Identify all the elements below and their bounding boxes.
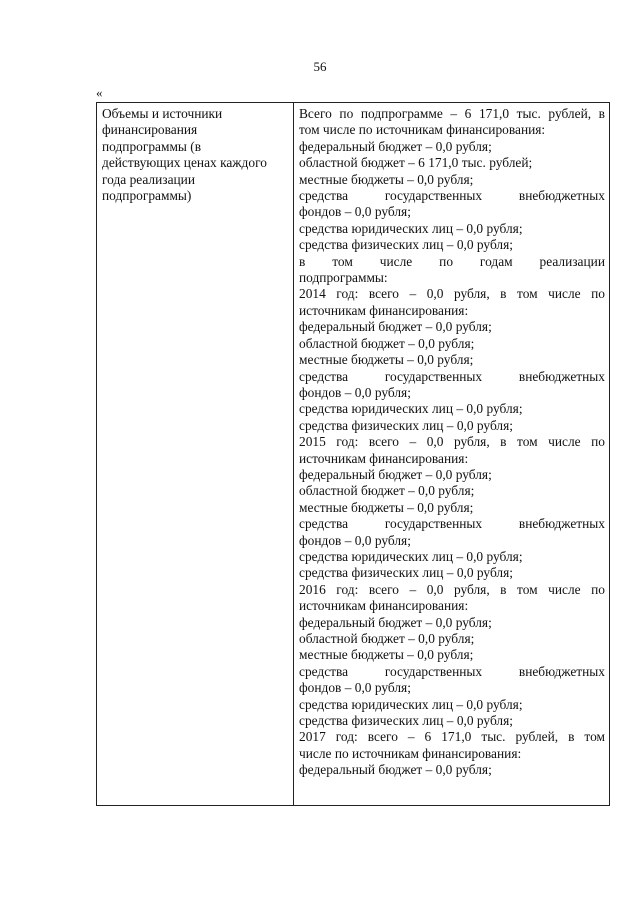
value-line: 2014 год: всего – 0,0 рубля, в том числе по <box>299 286 605 302</box>
label-line: подпрограммы (в <box>102 138 202 154</box>
financing-value-cell <box>294 103 609 805</box>
financing-table <box>96 102 610 806</box>
label-line: финансирования <box>102 122 198 138</box>
value-line: средства государственных внебюджетных <box>299 188 605 204</box>
value-line: федеральный бюджет – 0,0 рубля; <box>299 319 492 335</box>
value-line: 2017 год: всего – 6 171,0 тыс. рублей, в том <box>299 729 605 745</box>
value-line: средства юридических лиц – 0,0 рубля; <box>299 401 523 417</box>
value-line: местные бюджеты – 0,0 рубля; <box>299 352 474 368</box>
label-line: Объемы и источники <box>102 106 223 121</box>
value-line: фондов – 0,0 рубля; <box>299 204 411 220</box>
value-line: фондов – 0,0 рубля; <box>299 384 411 400</box>
value-line: фондов – 0,0 рубля; <box>299 532 411 548</box>
value-line: 2015 год: всего – 0,0 рубля, в том числе по <box>299 434 605 450</box>
value-line: средства юридических лиц – 0,0 рубля; <box>299 548 523 564</box>
value-line: том числе по источникам финансирования: <box>299 122 546 138</box>
value-line: в том числе по годам реализации <box>299 253 605 269</box>
value-line: источникам финансирования: <box>299 598 469 614</box>
value-line: источникам финансирования: <box>299 450 469 466</box>
value-line: федеральный бюджет – 0,0 рубля; <box>299 466 492 482</box>
value-line: подпрограммы: <box>299 270 388 286</box>
value-line: областной бюджет – 6 171,0 тыс. рублей; <box>299 155 533 171</box>
page-number: 56 <box>313 59 327 74</box>
value-line: местные бюджеты – 0,0 рубля; <box>299 499 474 515</box>
value-line: средства государственных внебюджетных <box>299 368 605 384</box>
value-line: местные бюджеты – 0,0 рубля; <box>299 171 474 187</box>
value-line: средства юридических лиц – 0,0 рубля; <box>299 696 523 712</box>
label-line: года реализации <box>102 171 196 187</box>
value-line: областной бюджет – 0,0 рубля; <box>299 483 475 499</box>
value-line: средства государственных внебюджетных <box>299 663 605 679</box>
value-line: средства физических лиц – 0,0 рубля; <box>299 237 513 253</box>
value-line: средства юридических лиц – 0,0 рубля; <box>299 220 523 236</box>
value-line: областной бюджет – 0,0 рубля; <box>299 631 475 646</box>
opening-quote-mark: « <box>96 85 103 100</box>
value-line: средства физических лиц – 0,0 рубля; <box>299 565 513 581</box>
value-line: федеральный бюджет – 0,0 рубля; <box>299 138 492 154</box>
label-line: подпрограммы) <box>102 188 192 204</box>
value-line: средства физических лиц – 0,0 рубля; <box>299 417 513 433</box>
value-line: фондов – 0,0 рубля; <box>299 680 411 696</box>
value-line: федеральный бюджет – 0,0 рубля; <box>299 614 492 630</box>
value-line: числе по источникам финансирования: <box>299 745 522 761</box>
value-line: федеральный бюджет – 0,0 рубля; <box>299 762 492 778</box>
value-line: средства физических лиц – 0,0 рубля; <box>299 713 513 729</box>
value-line: местные бюджеты – 0,0 рубля; <box>299 647 474 663</box>
value-line: источникам финансирования: <box>299 302 469 318</box>
value-line: 2016 год: всего – 0,0 рубля, в том числе по <box>299 581 605 597</box>
value-line: областной бюджет – 0,0 рубля; <box>299 335 475 351</box>
value-line: Всего по подпрограмме – 6 171,0 тыс. рублей, в <box>299 106 605 121</box>
value-line: средства государственных внебюджетных <box>299 516 605 532</box>
financing-label-cell <box>97 103 294 805</box>
label-line: действующих ценах каждого <box>102 155 267 171</box>
